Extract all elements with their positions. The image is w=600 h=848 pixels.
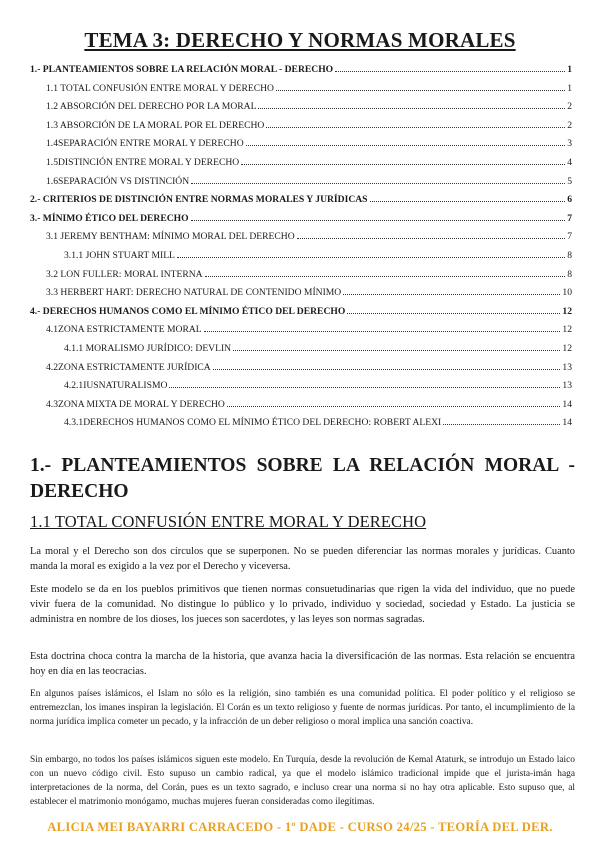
- toc-page-number: 12: [562, 305, 572, 317]
- toc-entry-label: 3.3 HERBERT HART: DERECHO NATURAL DE CONTENIDO MÍNIMO: [46, 287, 342, 299]
- toc-leader: [213, 369, 561, 370]
- toc-page-number: 14: [562, 398, 572, 410]
- body-paragraph: Esta doctrina choca contra la marcha de la historia, que avanza hacia la diversificación de las normas. Esta relación se encuentra hoy en día en las teocracias.: [30, 651, 575, 677]
- toc-leader: [191, 183, 565, 184]
- toc-page-number: 13: [562, 361, 572, 373]
- toc-leader: [177, 257, 565, 258]
- toc-entry-label: 1.5DISTINCIÓN ENTRE MORAL Y DERECHO: [46, 156, 240, 168]
- toc-leader: [191, 220, 566, 221]
- body-paragraph: Este modelo se da en los pueblos primitivos que tienen normas consuetudinarias que rigen la vida del individuo, que no puede vivir fuera de la comunidad. No distingue lo público y lo privado, individuo y sociedad, sociedad y Estado. La justicia se administra en nombre de los dioses, los jueces son sacerdotes, y las leyes son normas sagradas.: [30, 584, 575, 625]
- toc-entry[interactable]: [30, 157, 572, 176]
- toc-entry[interactable]: [30, 138, 572, 157]
- toc-entry-label: 2.- CRITERIOS DE DISTINCIÓN ENTRE NORMAS MORALES Y JURÍDICAS: [30, 194, 368, 206]
- section-heading: 1.- PLANTEAMIENTOS SOBRE LA RELACIÓN MORAL - DERECHO: [30, 455, 575, 502]
- toc-entry[interactable]: [30, 101, 572, 120]
- toc-leader: [241, 164, 565, 165]
- body-paragraph: Sin embargo, no todos los países islámicos siguen este modelo. En Turquía, desde la revolución de Kemal Ataturk, se introdujo un Estado laico con un nuevo código civil. Esto supuso un cambio radical, ya que el modelo islámico tradicional impide que el jurista-imán haga interpretaciones de la norma, del Corán, pues es un texto sagrado, e incluso crear una norma si no hay otra aplicable. Esto supuso que, al establecer el matrimonio monógamo, muchas mujeres fueran consideradas como ilegítimas.: [30, 755, 575, 807]
- body-paragraph: En algunos países islámicos, el Islam no sólo es la religión, sino también es una comunidad política. El poder político y el religioso se entremezclan, los imanes inspiran la legislación. El Corán es un texto religioso y fuente de normas jurídicas. Por tanto, el incumplimiento de la norma jurídica implica cometer un pecado, y la infracción de un deber religioso o moral implica una sanción coactiva.: [30, 689, 575, 727]
- toc-page-number: 3: [567, 138, 572, 150]
- toc-leader: [258, 108, 565, 109]
- toc-page-number: 7: [567, 231, 572, 243]
- toc-entry-label: 1.- PLANTEAMIENTOS SOBRE LA RELACIÓN MORAL - DERECHO: [30, 64, 334, 75]
- toc-leader: [443, 424, 560, 425]
- toc-entry[interactable]: [30, 250, 572, 269]
- toc-entry-label: 3.1 JEREMY BENTHAM: MÍNIMO MORAL DEL DERECHO: [46, 231, 295, 243]
- toc-leader: [347, 313, 560, 314]
- toc-entry-label: 4.3ZONA MIXTA DE MORAL Y DERECHO: [46, 398, 225, 410]
- toc-leader: [343, 294, 560, 295]
- toc-entry[interactable]: [30, 399, 572, 418]
- toc-page-number: 4: [567, 156, 572, 168]
- toc-page-number: 1: [567, 64, 572, 75]
- toc-entry[interactable]: [30, 213, 572, 232]
- toc-page-number: 13: [562, 380, 572, 392]
- toc-leader: [335, 71, 565, 72]
- toc-entry-label: 1.6SEPARACIÓN VS DISTINCIÓN: [46, 175, 190, 187]
- toc-page-number: 10: [562, 287, 572, 299]
- toc-leader: [370, 201, 566, 202]
- toc-leader: [297, 238, 566, 239]
- toc-leader: [276, 90, 565, 91]
- toc-entry[interactable]: [30, 324, 572, 343]
- toc-page-number: 7: [567, 212, 572, 224]
- toc-leader: [169, 387, 560, 388]
- toc-entry-label: 3.- MÍNIMO ÉTICO DEL DERECHO: [30, 212, 189, 224]
- toc-page-number: 8: [567, 268, 572, 280]
- toc-entry[interactable]: [30, 362, 572, 381]
- toc-entry-label: 1.1 TOTAL CONFUSIÓN ENTRE MORAL Y DERECHO: [46, 82, 274, 94]
- toc-entry-label: 3.2 LON FULLER: MORAL INTERNA: [46, 268, 203, 280]
- toc-entry[interactable]: [30, 83, 572, 102]
- toc-entry[interactable]: [30, 306, 572, 325]
- toc-entry[interactable]: [30, 231, 572, 250]
- toc-entry[interactable]: [30, 64, 572, 83]
- toc-entry[interactable]: [30, 287, 572, 306]
- toc-leader: [204, 331, 561, 332]
- toc-leader: [205, 276, 566, 277]
- toc-entry[interactable]: [30, 380, 572, 399]
- body-paragraph: La moral y el Derecho son dos círculos que se superponen. No se pueden diferenciar las normas morales y jurídicas. Cuanto manda la moral es exigido a la vez por el Derecho y viceversa.: [30, 546, 575, 572]
- page-footer: ALICIA MEI BAYARRI CARRACEDO - 1º DADE - CURSO 24/25 - TEORÍA DEL DER.: [47, 820, 553, 834]
- toc-page-number: 12: [562, 342, 572, 354]
- toc-page-number: 6: [567, 194, 572, 206]
- toc-page-number: 2: [567, 101, 572, 113]
- toc-entry[interactable]: [30, 417, 572, 436]
- toc-entry-label: 1.4SEPARACIÓN ENTRE MORAL Y DERECHO: [46, 138, 244, 150]
- document-title: TEMA 3: DERECHO Y NORMAS MORALES: [84, 28, 516, 52]
- table-of-contents: [30, 64, 572, 436]
- toc-entry-label: 4.3.1DERECHOS HUMANOS COMO EL MÍNIMO ÉTICO DEL DERECHO: ROBERT ALEXI: [64, 417, 442, 429]
- toc-leader: [227, 406, 561, 407]
- toc-entry[interactable]: [30, 176, 572, 195]
- toc-page-number: 5: [567, 175, 572, 187]
- subsection-heading: 1.1 TOTAL CONFUSIÓN ENTRE MORAL Y DERECHO: [30, 512, 427, 531]
- toc-leader: [246, 145, 566, 146]
- toc-page-number: 2: [567, 119, 572, 131]
- toc-entry[interactable]: [30, 343, 572, 362]
- toc-page-number: 8: [567, 249, 572, 261]
- toc-entry-label: 4.1.1 MORALISMO JURÍDICO: DEVLIN: [64, 342, 232, 354]
- toc-leader: [233, 350, 560, 351]
- toc-entry[interactable]: [30, 120, 572, 139]
- toc-entry-label: 1.3 ABSORCIÓN DE LA MORAL POR EL DERECHO: [46, 119, 265, 131]
- toc-page-number: 12: [562, 324, 572, 336]
- toc-entry-label: 4.1ZONA ESTRICTAMENTE MORAL: [46, 324, 202, 336]
- toc-page-number: 14: [562, 417, 572, 429]
- toc-entry-label: 4.- DERECHOS HUMANOS COMO EL MÍNIMO ÉTICO DEL DERECHO: [30, 305, 346, 317]
- toc-entry[interactable]: [30, 194, 572, 213]
- toc-entry-label: 4.2.1IUSNATURALISMO: [64, 380, 168, 392]
- toc-leader: [266, 127, 565, 128]
- toc-entry-label: 1.2 ABSORCIÓN DEL DERECHO POR LA MORAL: [46, 101, 257, 113]
- toc-entry-label: 3.1.1 JOHN STUART MILL: [64, 249, 175, 261]
- toc-entry[interactable]: [30, 269, 572, 288]
- toc-entry-label: 4.2ZONA ESTRICTAMENTE JURÍDICA: [46, 361, 211, 373]
- toc-page-number: 1: [567, 82, 572, 94]
